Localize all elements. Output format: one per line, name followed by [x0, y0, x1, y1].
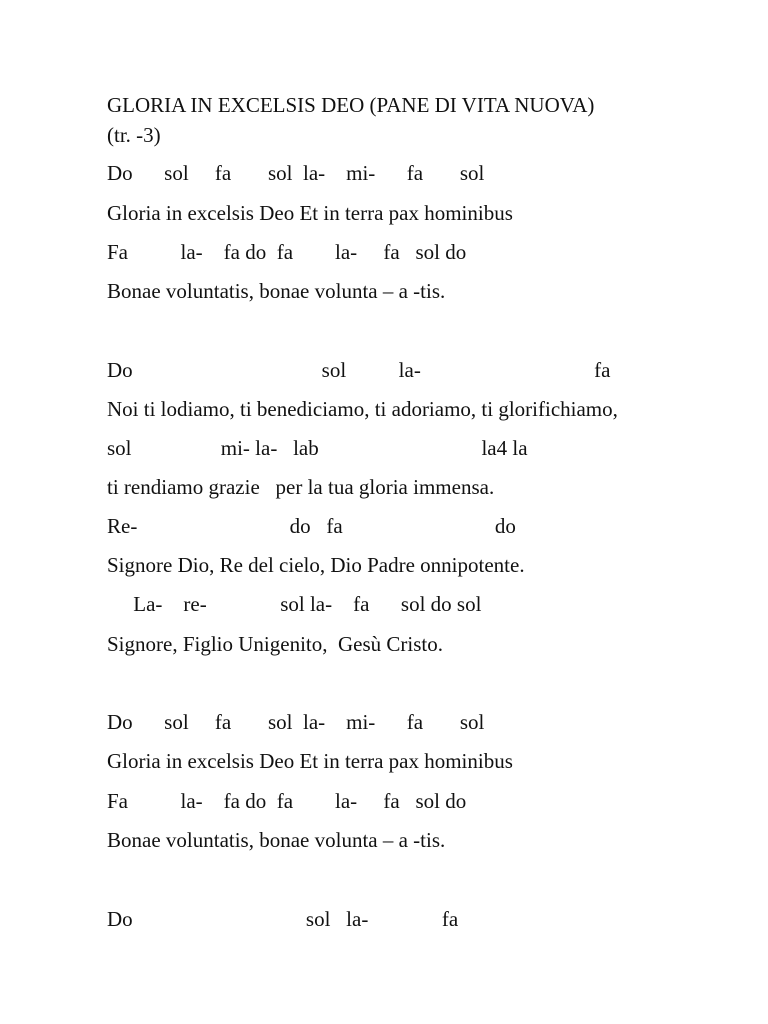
- transpose-note: (tr. -3): [107, 123, 161, 147]
- chord-line: Do sol fa sol la- mi- fa sol: [107, 161, 485, 185]
- lyric-line: Noi ti lodiamo, ti benediciamo, ti adoriamo, ti glorifichiamo,: [107, 397, 618, 421]
- lyric-line: Signore Dio, Re del cielo, Dio Padre onnipotente.: [107, 553, 525, 577]
- chord-line: Do sol la- fa: [107, 907, 459, 931]
- chord-line: Do sol fa sol la- mi- fa sol: [107, 710, 485, 734]
- chord-line: sol mi- la- lab la4 la: [107, 436, 528, 460]
- song-title: GLORIA IN EXCELSIS DEO (PANE DI VITA NUOVA): [107, 93, 595, 117]
- lyric-line: Gloria in excelsis Deo Et in terra pax hominibus: [107, 201, 513, 225]
- lyric-line: Gloria in excelsis Deo Et in terra pax hominibus: [107, 749, 513, 773]
- chord-line: Re- do fa do: [107, 514, 516, 538]
- chord-line: Do sol la- fa: [107, 358, 611, 382]
- lyric-line: Signore, Figlio Unigenito, Gesù Cristo.: [107, 632, 443, 656]
- lyric-line: Bonae voluntatis, bonae volunta – a -tis.: [107, 279, 446, 303]
- chord-line: La- re- sol la- fa sol do sol: [107, 592, 482, 616]
- chord-line: Fa la- fa do fa la- fa sol do: [107, 789, 467, 813]
- chord-line: Fa la- fa do fa la- fa sol do: [107, 240, 467, 264]
- lyric-line: ti rendiamo grazie per la tua gloria immensa.: [107, 475, 495, 499]
- lyric-line: Bonae voluntatis, bonae volunta – a -tis.: [107, 828, 446, 852]
